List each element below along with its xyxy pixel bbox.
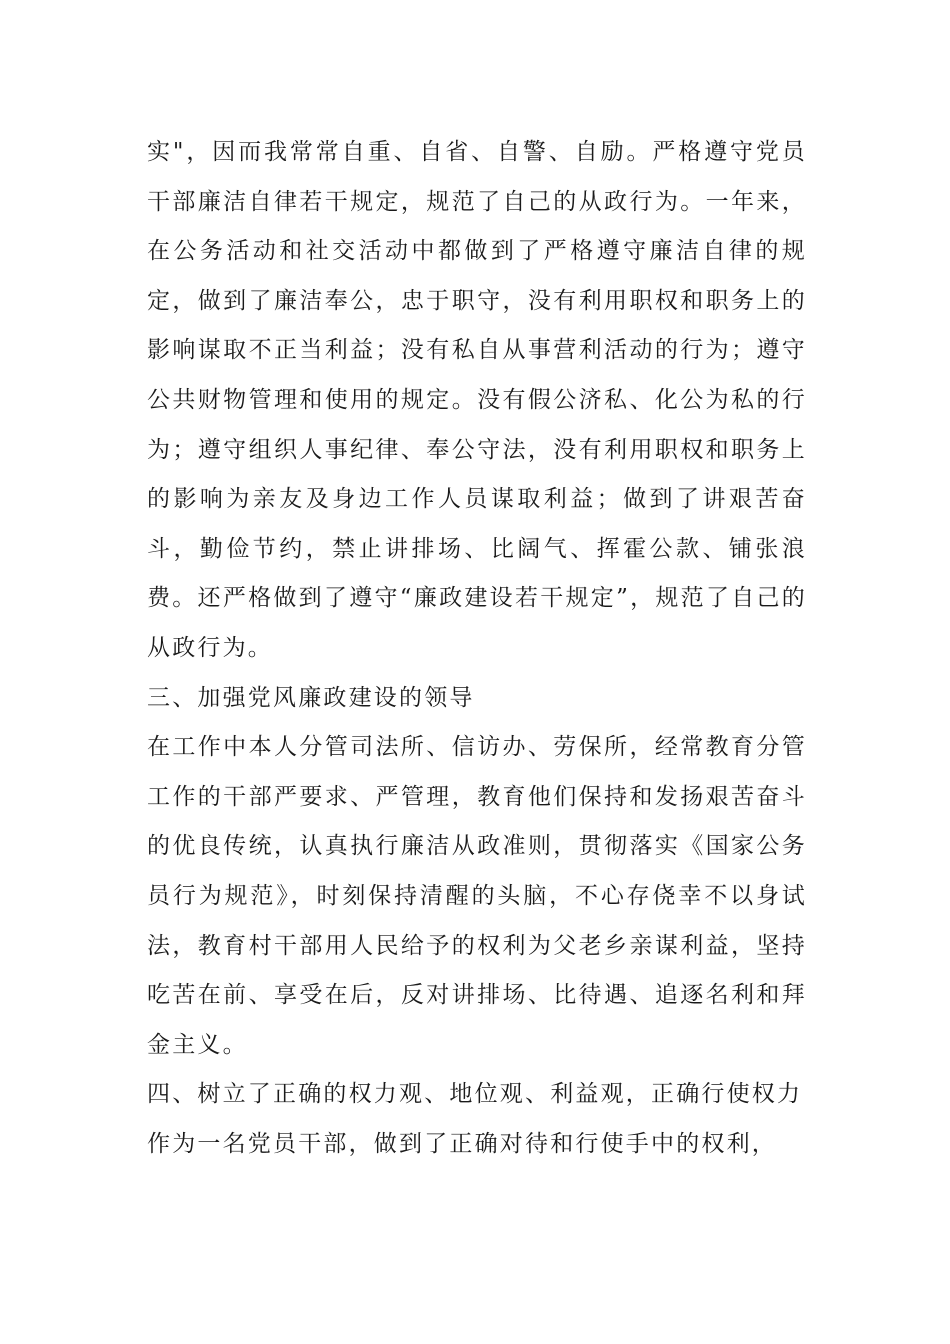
- heading-section-four: 四、树立了正确的权力观、地位观、利益观，正确行使权力: [147, 1081, 803, 1108]
- document-body: [147, 128, 807, 1169]
- heading-section-three: 三、加强党风廉政建设的领导: [147, 684, 475, 711]
- paragraph-integrity-self-discipline: 实"，因而我常常自重、自省、自警、自励。严格遵守党员干部廉洁自律若干规定，规范了自己的从政行为。一年来，在公务活动和社交活动中都做到了严格遵守廉洁自律的规定，做到了廉洁奉公，忠于职守，没有利用职权和职务上的影响谋取不正当利益；没有私自从事营利活动的行为；遵守公共财物管理和使用的规定。没有假公济私、化公为私的行为；遵守组织人事纪律、奉公守法，没有利用职权和职务上的影响为亲友及身边工作人员谋取利益；做到了讲艰苦奋斗，勤俭节约，禁止讲排场、比阔气、挥霍公款、铺张浪费。还严格做到了遵守“廉政建设若干规定”，规范了自己的从政行为。: [147, 139, 807, 661]
- paragraph-power-use: 作为一名党员干部，做到了正确对待和行使手中的权利，: [147, 1130, 777, 1157]
- paragraph-leadership: 在工作中本人分管司法所、信访办、劳保所，经常教育分管工作的干部严要求、严管理，教育他们保持和发扬艰苦奋斗的优良传统，认真执行廉洁从政准则，贯彻落实《国家公务员行为规范》，时刻保持清醒的头脑，不心存侥幸不以身试法，教育村干部用人民给予的权利为父老乡亲谋利益，坚持吃苦在前、享受在后，反对讲排场、比待遇、追逐名利和拜金主义。: [147, 734, 807, 1058]
